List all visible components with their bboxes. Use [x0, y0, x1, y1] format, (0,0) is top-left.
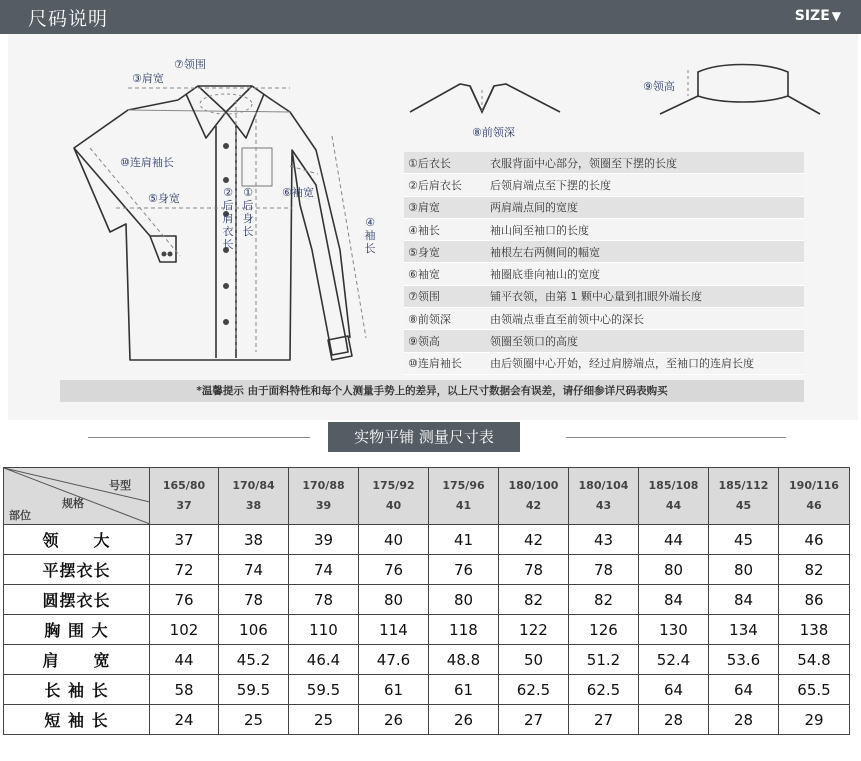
size-label: 180/104	[578, 479, 629, 492]
label-collar: ⑦领围	[174, 58, 206, 71]
size-label: 180/100	[508, 479, 559, 492]
definition-row	[404, 308, 804, 330]
table-cell: 25	[219, 705, 289, 735]
label-front-neck-depth: ⑧前领深	[472, 126, 515, 139]
table-cell: 74	[289, 555, 359, 585]
table-cell: 65.5	[779, 675, 850, 705]
label-back-shoulder-length: ②后肩衣长	[222, 186, 234, 251]
size-column-header	[709, 468, 779, 525]
table-cell: 78	[289, 585, 359, 615]
table-cell: 82	[569, 585, 639, 615]
table-cell: 53.6	[709, 645, 779, 675]
size-column-header	[639, 468, 709, 525]
definition-desc: 领圈至领口的高度	[490, 335, 578, 349]
definition-key: ⑦领围	[408, 290, 440, 304]
table-cell: 64	[639, 675, 709, 705]
size-code: 43	[595, 499, 612, 512]
label-sleeve-width: ⑥袖宽	[282, 186, 314, 199]
table-cell: 51.2	[569, 645, 639, 675]
row-part-label: 领 大	[4, 525, 150, 555]
table-corner-cell	[4, 468, 150, 525]
table-row	[4, 525, 850, 555]
table-cell: 76	[359, 555, 429, 585]
table-cell: 114	[359, 615, 429, 645]
table-cell: 138	[779, 615, 850, 645]
definition-desc: 由后领圈中心开始，经过肩膀端点，至袖口的连肩长度	[490, 357, 754, 371]
label-back-length: ①后身长	[242, 186, 254, 238]
table-cell: 74	[219, 555, 289, 585]
row-part-label: 短 袖 长	[4, 705, 150, 735]
table-cell: 130	[639, 615, 709, 645]
table-cell: 46	[779, 525, 850, 555]
label-collar-height: ⑨领高	[643, 80, 675, 93]
definition-key: ⑩连肩袖长	[408, 357, 462, 371]
table-cell: 76	[150, 585, 219, 615]
table-row	[4, 645, 850, 675]
size-code: 46	[806, 499, 822, 512]
table-cell: 46.4	[289, 645, 359, 675]
size-column-header	[499, 468, 569, 525]
definition-desc: 袖根左右两侧间的幅宽	[490, 245, 600, 259]
table-cell: 61	[359, 675, 429, 705]
table-cell: 110	[289, 615, 359, 645]
table-cell: 122	[499, 615, 569, 645]
table-cell: 50	[499, 645, 569, 675]
table-row	[4, 555, 850, 585]
definition-desc: 由领端点垂直至前领中心的深长	[490, 312, 644, 326]
table-cell: 59.5	[219, 675, 289, 705]
page-title: 尺码说明	[28, 8, 109, 30]
definition-key: ⑤身宽	[408, 245, 440, 259]
table-cell: 48.8	[429, 645, 499, 675]
definition-row	[404, 152, 804, 174]
size-label: 175/96	[442, 479, 485, 492]
size-table	[3, 467, 850, 735]
size-column-header	[150, 468, 219, 525]
size-label: 170/84	[232, 479, 275, 492]
row-part-label: 长 袖 长	[4, 675, 150, 705]
definition-row	[404, 197, 804, 219]
table-cell: 78	[219, 585, 289, 615]
table-cell: 62.5	[569, 675, 639, 705]
definition-table	[404, 152, 804, 375]
size-column-header	[219, 468, 289, 525]
size-label: 170/88	[302, 479, 345, 492]
definition-key: ⑧前领深	[408, 312, 451, 326]
size-code: 44	[665, 499, 682, 512]
table-cell: 37	[150, 525, 219, 555]
table-cell: 80	[429, 585, 499, 615]
table-cell: 26	[359, 705, 429, 735]
table-cell: 82	[499, 585, 569, 615]
size-label: 175/92	[372, 479, 415, 492]
definition-key: ②后肩衣长	[408, 178, 462, 192]
table-cell: 59.5	[289, 675, 359, 705]
notice-text: *温馨提示 由于面料特性和每个人测量手势上的差异，以上尺寸数据会有误差，请仔细参详尺码表购买	[60, 380, 804, 402]
table-row	[4, 675, 850, 705]
definition-desc: 衣服背面中心部分，领圈至下摆的长度	[490, 156, 677, 170]
table-cell: 52.4	[639, 645, 709, 675]
table-cell: 76	[429, 555, 499, 585]
table-header-row	[4, 468, 850, 525]
table-cell: 27	[569, 705, 639, 735]
table-cell: 40	[359, 525, 429, 555]
table-cell: 61	[429, 675, 499, 705]
size-label: 185/108	[648, 479, 699, 492]
definition-row	[404, 174, 804, 196]
table-cell: 28	[709, 705, 779, 735]
table-cell: 86	[779, 585, 850, 615]
table-cell: 38	[219, 525, 289, 555]
table-cell: 82	[779, 555, 850, 585]
table-cell: 44	[639, 525, 709, 555]
definition-row	[404, 263, 804, 285]
label-sleeve-length: ④袖长	[364, 216, 376, 255]
table-cell: 29	[779, 705, 850, 735]
table-cell: 80	[639, 555, 709, 585]
table-cell: 54.8	[779, 645, 850, 675]
definition-key: ①后衣长	[408, 156, 451, 170]
label-shoulder: ③肩宽	[132, 72, 164, 85]
size-code: 40	[385, 499, 402, 512]
table-cell: 43	[569, 525, 639, 555]
corner-size-label: 号型	[109, 479, 131, 492]
definition-desc: 两肩端点间的宽度	[490, 201, 578, 215]
size-column-header	[289, 468, 359, 525]
size-label: 185/112	[718, 479, 769, 492]
size-code: 38	[245, 499, 262, 512]
table-cell: 106	[219, 615, 289, 645]
table-cell: 84	[639, 585, 709, 615]
table-cell: 45.2	[219, 645, 289, 675]
label-body-width: ⑤身宽	[148, 192, 180, 205]
table-cell: 80	[709, 555, 779, 585]
table-cell: 41	[429, 525, 499, 555]
table-cell: 80	[359, 585, 429, 615]
size-column-header	[429, 468, 499, 525]
definition-row	[404, 219, 804, 241]
definition-key: ③肩宽	[408, 201, 440, 215]
table-cell: 62.5	[499, 675, 569, 705]
table-cell: 24	[150, 705, 219, 735]
table-row	[4, 585, 850, 615]
definition-desc: 铺平衣领，由第 1 颗中心量到扣眼外端长度	[490, 290, 702, 304]
definition-key: ④袖长	[408, 223, 440, 237]
size-label: SIZE	[794, 8, 830, 24]
table-cell: 28	[639, 705, 709, 735]
size-code: 41	[455, 499, 472, 512]
corner-spec-label: 规格	[62, 497, 84, 510]
size-column-header	[779, 468, 850, 525]
definition-key: ⑨领高	[408, 335, 440, 349]
table-cell: 45	[709, 525, 779, 555]
caret-down-icon: ▼	[831, 9, 841, 23]
definition-row	[404, 330, 804, 352]
row-part-label: 肩 宽	[4, 645, 150, 675]
table-cell: 25	[289, 705, 359, 735]
table-cell: 84	[709, 585, 779, 615]
size-column-header	[569, 468, 639, 525]
table-cell: 78	[499, 555, 569, 585]
table-cell: 118	[429, 615, 499, 645]
row-part-label: 胸 围 大	[4, 615, 150, 645]
table-cell: 27	[499, 705, 569, 735]
table-cell: 58	[150, 675, 219, 705]
table-cell: 72	[150, 555, 219, 585]
definition-desc: 袖圈底垂向袖山的宽度	[490, 268, 600, 282]
row-part-label: 圆摆衣长	[4, 585, 150, 615]
definition-desc: 后领肩端点至下摆的长度	[490, 178, 611, 192]
section-title: 实物平铺 测量尺寸表	[328, 422, 520, 452]
divider-left	[88, 437, 310, 438]
table-cell: 39	[289, 525, 359, 555]
label-raglan: ⑩连肩袖长	[120, 156, 174, 169]
definition-row	[404, 353, 804, 375]
table-cell: 126	[569, 615, 639, 645]
size-code: 37	[176, 499, 192, 512]
table-cell: 64	[709, 675, 779, 705]
definition-desc: 袖山间至袖口的长度	[490, 223, 589, 237]
size-code: 42	[525, 499, 542, 512]
divider-right	[566, 437, 786, 438]
table-row	[4, 705, 850, 735]
definition-key: ⑥袖宽	[408, 268, 440, 282]
table-cell: 26	[429, 705, 499, 735]
definition-row	[404, 286, 804, 308]
row-part-label: 平摆衣长	[4, 555, 150, 585]
table-cell: 42	[499, 525, 569, 555]
definition-row	[404, 241, 804, 263]
table-cell: 78	[569, 555, 639, 585]
table-row	[4, 615, 850, 645]
size-column-header	[359, 468, 429, 525]
size-label: 165/80	[162, 479, 206, 492]
size-code: 45	[735, 499, 752, 512]
table-cell: 44	[150, 645, 219, 675]
size-label: 190/116	[789, 479, 839, 492]
corner-part-label: 部位	[9, 509, 31, 522]
table-cell: 47.6	[359, 645, 429, 675]
table-cell: 134	[709, 615, 779, 645]
size-code: 39	[315, 499, 332, 512]
table-cell: 102	[150, 615, 219, 645]
